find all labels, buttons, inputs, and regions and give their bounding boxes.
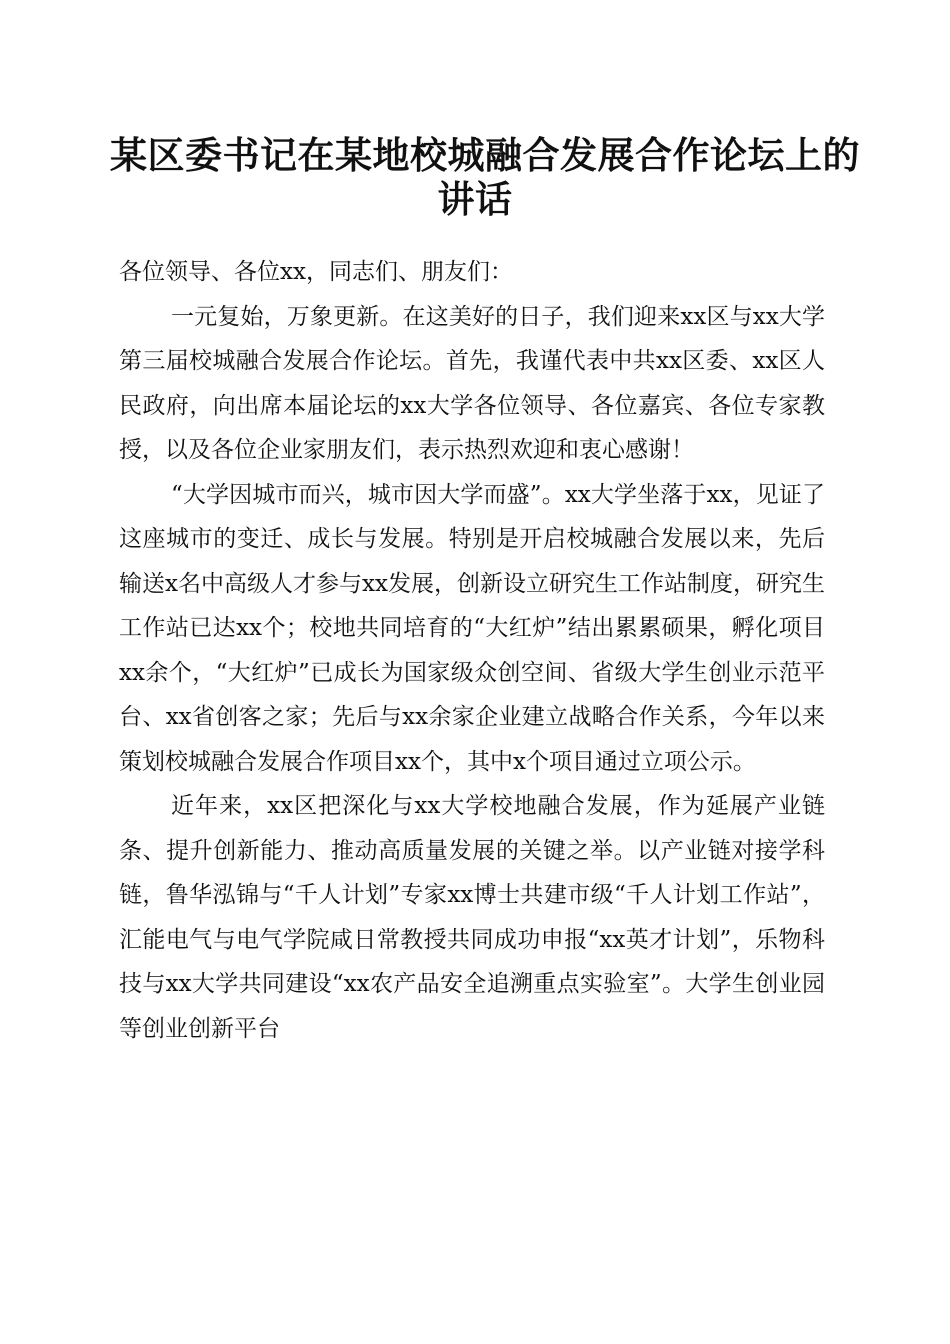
document-body <box>119 250 825 1051</box>
title-line-1: 某区委书记在某地校城融合发展合作论坛上的 <box>110 133 860 177</box>
document-title <box>110 133 860 221</box>
paragraph: “大学因城市而兴，城市因大学而盛”。xx大学坐落于xx，见证了这座城市的变迁、成长与发展。特别是开启校城融合发展以来，先后输送x名中高级人才参与xx发展，创新设立研究生工作站制度，研究生工作站已达xx个；校地共同培育的“大红炉”结出累累硕果，孵化项目xx余个，“大红炉”已成长为国家级众创空间、省级大学生创业示范平台、xx省创客之家；先后与xx余家企业建立战略合作关系，今年以来策划校城融合发展合作项目xx个，其中x个项目通过立项公示。 <box>119 481 825 775</box>
salutation: 各位领导、各位xx，同志们、朋友们： <box>119 259 513 285</box>
paragraph: 近年来，xx区把深化与xx大学校地融合发展，作为延展产业链条、提升创新能力、推动高质量发展的关键之举。以产业链对接学科链，鲁华泓锦与“千人计划”专家xx博士共建市级“千人计划工作站”，汇能电气与电气学院咸日常教授共同成功申报“xx英才计划”，乐物科技与xx大学共同建设“xx农产品安全追溯重点实验室”。大学生创业园等创业创新平台 <box>119 793 825 1042</box>
paragraph: 一元复始，万象更新。在这美好的日子，我们迎来xx区与xx大学第三届校城融合发展合作论坛。首先，我谨代表中共xx区委、xx区人民政府，向出席本届论坛的xx大学各位领导、各位嘉宾、各位专家教授，以及各位企业家朋友们，表示热烈欢迎和衷心感谢！ <box>119 303 825 463</box>
title-line-2: 讲话 <box>437 177 513 221</box>
